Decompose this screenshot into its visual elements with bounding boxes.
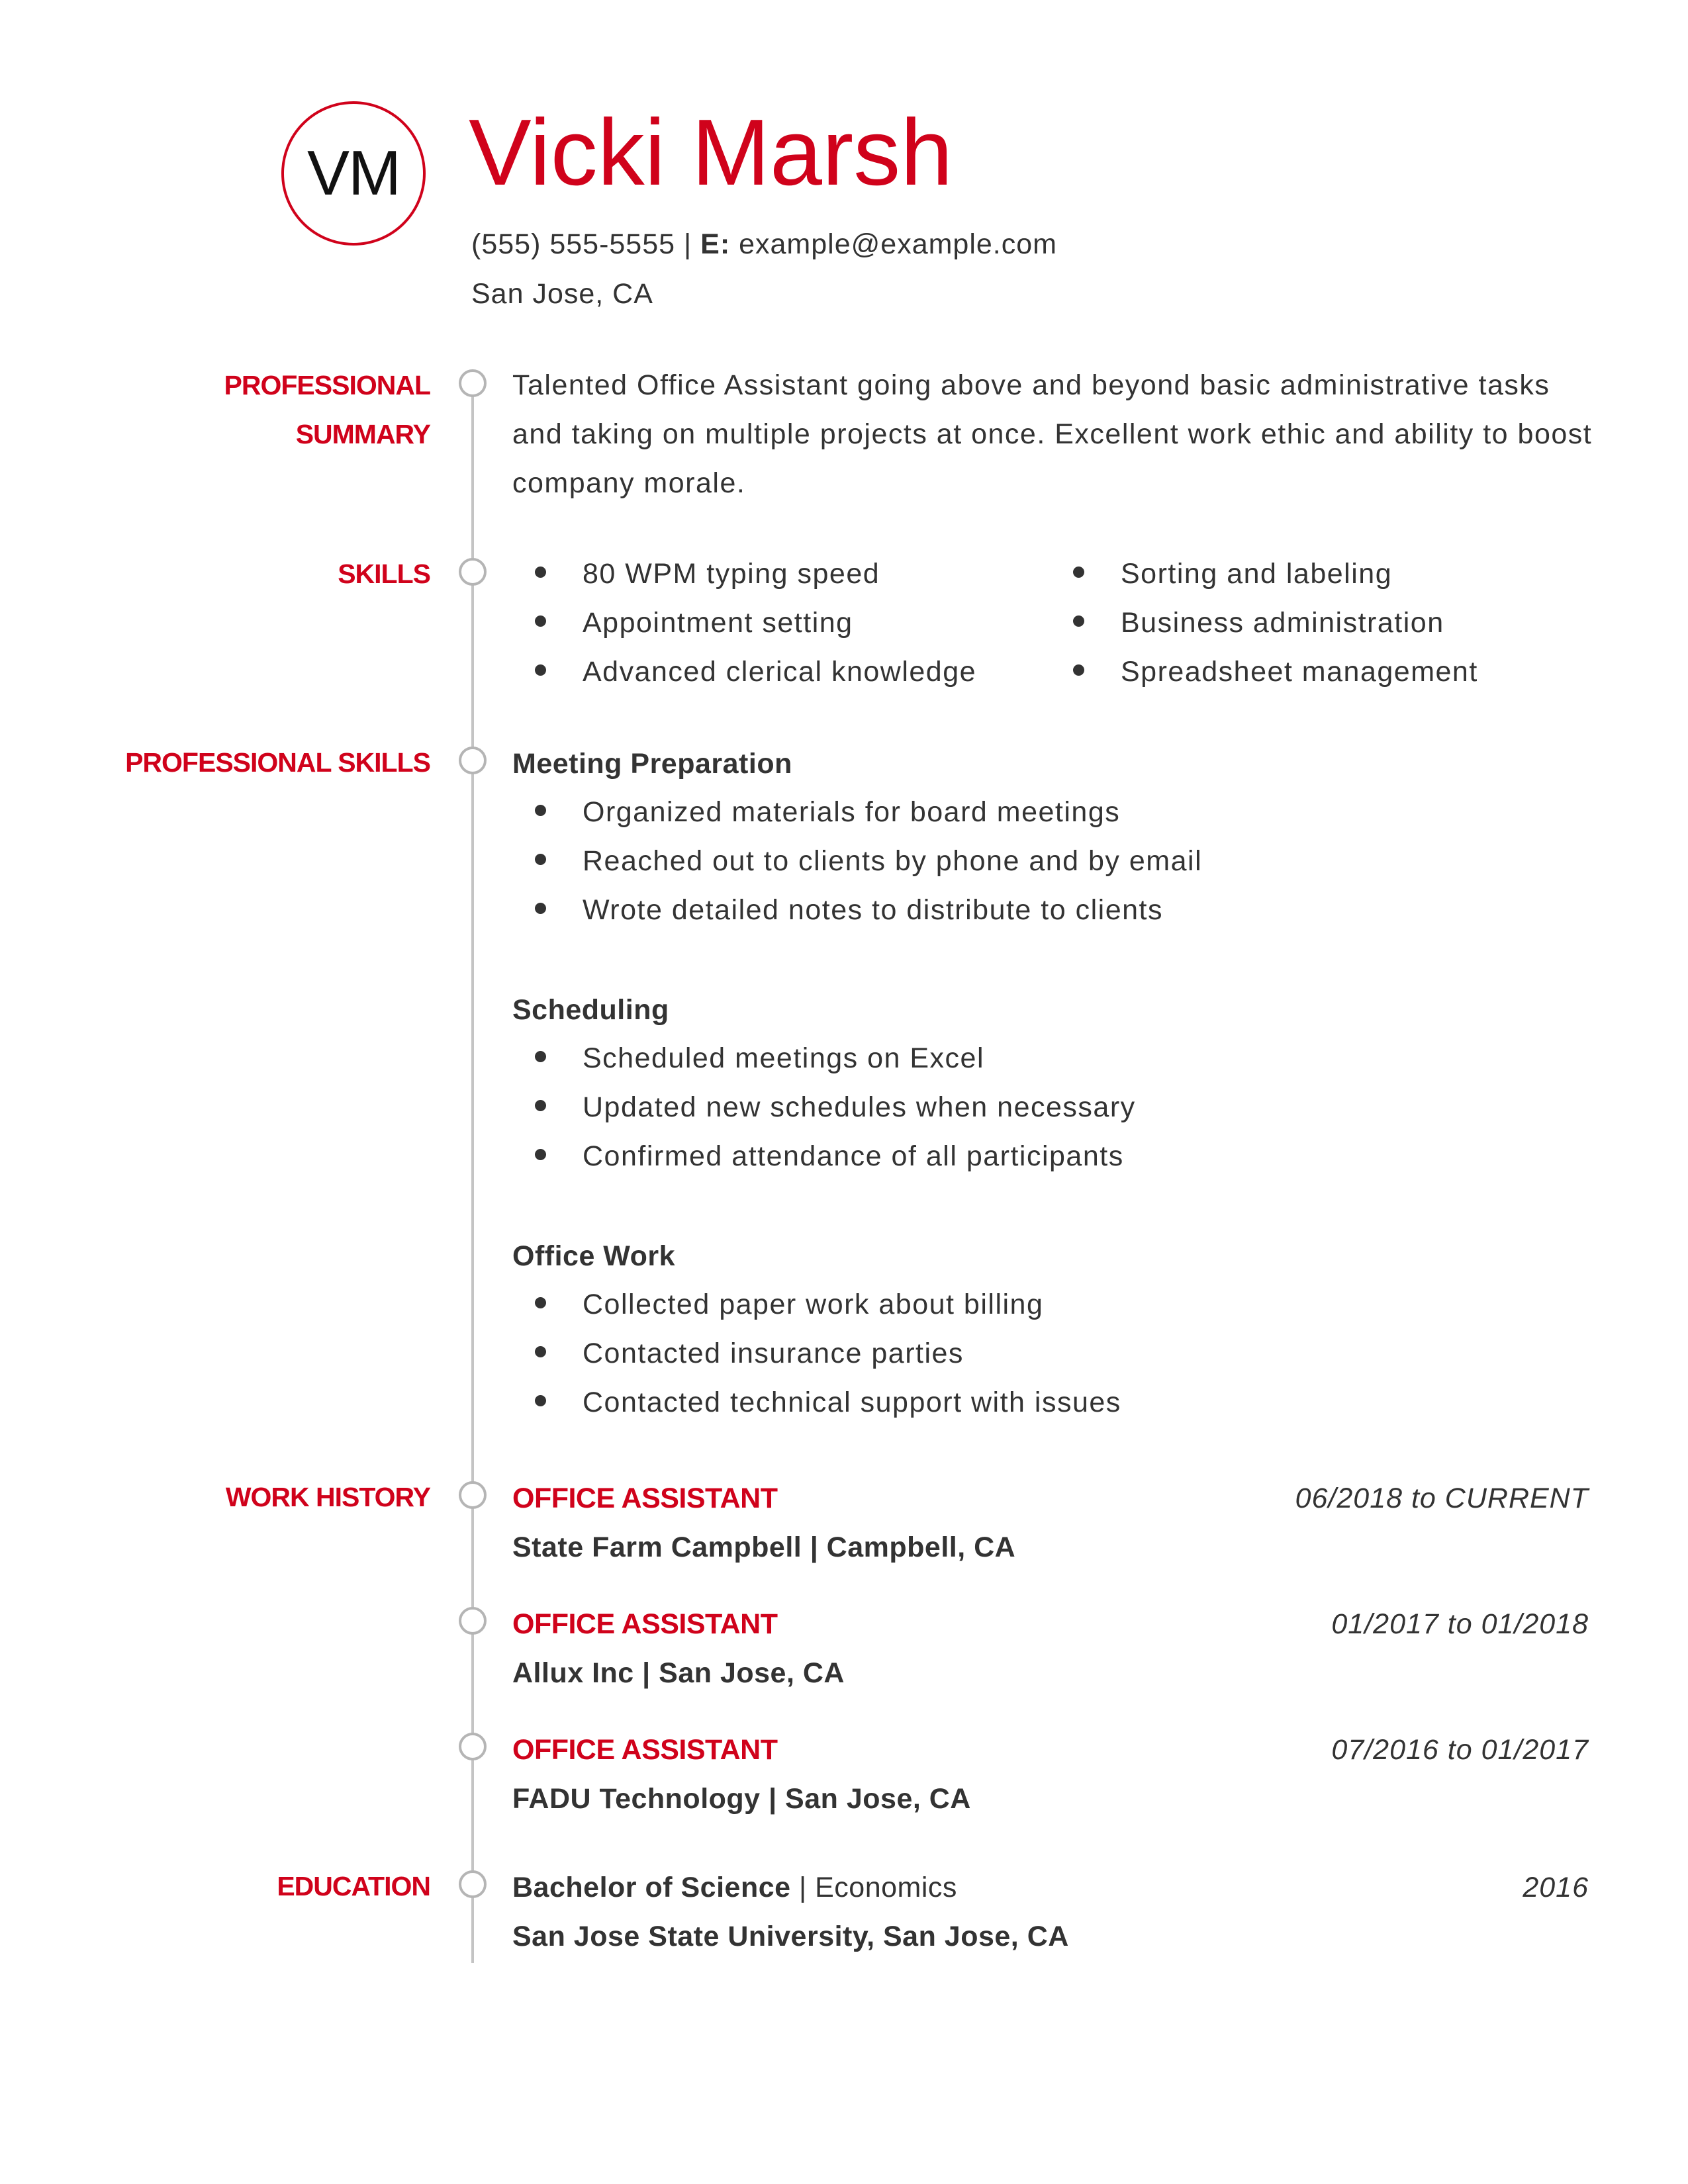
job-dates: 07/2016 to 01/2017 [1331,1734,1589,1766]
job-title: OFFICE ASSISTANT [512,1734,778,1766]
skill-text: Business administration [1121,607,1444,639]
monogram-avatar [281,101,426,246]
degree-line [512,1872,957,1904]
list-item-text: Reached out to clients by phone and by email [583,845,1203,877]
degree-divider: | [799,1872,807,1903]
timeline-dot [459,1481,487,1509]
company-divider: | [642,1657,651,1689]
timeline-dot [459,369,487,397]
candidate-name: Vicki Marsh [469,100,953,205]
list-item [512,549,976,598]
timeline-dot [459,558,487,586]
degree-field: Economics [815,1872,957,1903]
school-name: San Jose State University, San Jose, CA [512,1921,1069,1952]
degree-name: Bachelor of Science [512,1872,791,1903]
job-dates: 06/2018 to CURRENT [1295,1482,1589,1514]
timeline-dot [459,1870,487,1898]
list-item-text: Updated new schedules when necessary [583,1091,1136,1123]
skills-list-right [1051,549,1478,696]
company-name: State Farm Campbell [512,1531,802,1563]
company-location: San Jose, CA [785,1783,971,1815]
list-item [512,788,1202,837]
list-item-text: Organized materials for board meetings [583,796,1121,828]
list-item [512,1083,1136,1132]
list-item [512,1329,1121,1378]
bullet-icon [1073,567,1084,578]
job-company-line [512,1531,1015,1564]
job-title: OFFICE ASSISTANT [512,1482,778,1514]
contact-line [471,228,1057,261]
list-item [1051,549,1478,598]
section-heading-work-history: WORK HISTORY [225,1482,430,1512]
job-company-line [512,1657,845,1690]
bullet-icon [535,1149,546,1160]
company-name: Allux Inc [512,1657,634,1689]
list-item [512,837,1202,886]
bullet-icon [1073,615,1084,627]
job-dates: 01/2017 to 01/2018 [1331,1608,1589,1640]
company-location: San Jose, CA [659,1657,845,1689]
list-item-text: Collected paper work about billing [583,1289,1044,1320]
graduation-year: 2016 [1523,1872,1589,1903]
company-name: FADU Technology [512,1783,761,1815]
skill-group-title: Meeting Preparation [512,748,792,780]
bullet-icon [535,1297,546,1308]
skill-group-list [512,1034,1136,1181]
company-divider: | [769,1783,777,1815]
list-item-text: Contacted insurance parties [583,1338,964,1369]
company-location: Campbell, CA [826,1531,1016,1563]
skill-text: Appointment setting [583,607,853,639]
bullet-icon [535,615,546,627]
bullet-icon [535,854,546,865]
timeline-line [471,381,474,1963]
email-label: E: [700,228,731,260]
list-item-text: Scheduled meetings on Excel [583,1042,985,1074]
bullet-icon [535,1100,546,1111]
section-heading-skills: SKILLS [338,559,430,589]
skill-group-list [512,788,1202,934]
summary-heading-line2: SUMMARY [295,419,430,449]
list-item [512,598,976,647]
list-item [1051,598,1478,647]
skill-text: Sorting and labeling [1121,558,1393,590]
job-title: OFFICE ASSISTANT [512,1608,778,1640]
timeline-dot [459,1607,487,1635]
list-item [512,1280,1121,1329]
bullet-icon [1073,664,1084,676]
email-address[interactable]: example@example.com [739,228,1057,260]
list-item-text: Wrote detailed notes to distribute to clients [583,894,1163,926]
skill-text: Spreadsheet management [1121,656,1478,688]
job-company-line [512,1783,971,1815]
list-item [512,1034,1136,1083]
skill-text: 80 WPM typing speed [583,558,880,590]
bullet-icon [535,1395,546,1406]
contact-divider: | [684,228,692,260]
section-heading-professional-skills: PROFESSIONAL SKILLS [125,747,430,778]
list-item [512,647,976,696]
section-heading-education: EDUCATION [277,1871,430,1901]
bullet-icon [535,805,546,816]
list-item [512,886,1202,934]
timeline-dot [459,1733,487,1760]
location-text: San Jose, CA [471,278,653,310]
list-item [512,1132,1136,1181]
summary-text: Talented Office Assistant going above and beyond basic administrative tasks and taking on multiple projects at once. Excellent work ethic and ability to boost company morale. [512,369,1593,499]
list-item [1051,647,1478,696]
bullet-icon [535,567,546,578]
skill-group-title: Office Work [512,1240,676,1272]
list-item [512,1378,1121,1427]
timeline-dot [459,747,487,774]
skills-list-left [512,549,976,696]
bullet-icon [535,903,546,914]
skill-group-list [512,1280,1121,1427]
skill-text: Advanced clerical knowledge [583,656,977,688]
list-item-text: Contacted technical support with issues [583,1387,1121,1418]
bullet-icon [535,664,546,676]
bullet-icon [535,1346,546,1357]
section-heading-summary [224,361,430,459]
phone-number: (555) 555-5555 [471,228,676,260]
company-divider: | [810,1531,819,1563]
list-item-text: Confirmed attendance of all participants [583,1140,1124,1172]
summary-heading-line1: PROFESSIONAL [224,370,430,400]
bullet-icon [535,1051,546,1062]
monogram-initials: VM [307,138,400,208]
skill-group-title: Scheduling [512,994,669,1026]
